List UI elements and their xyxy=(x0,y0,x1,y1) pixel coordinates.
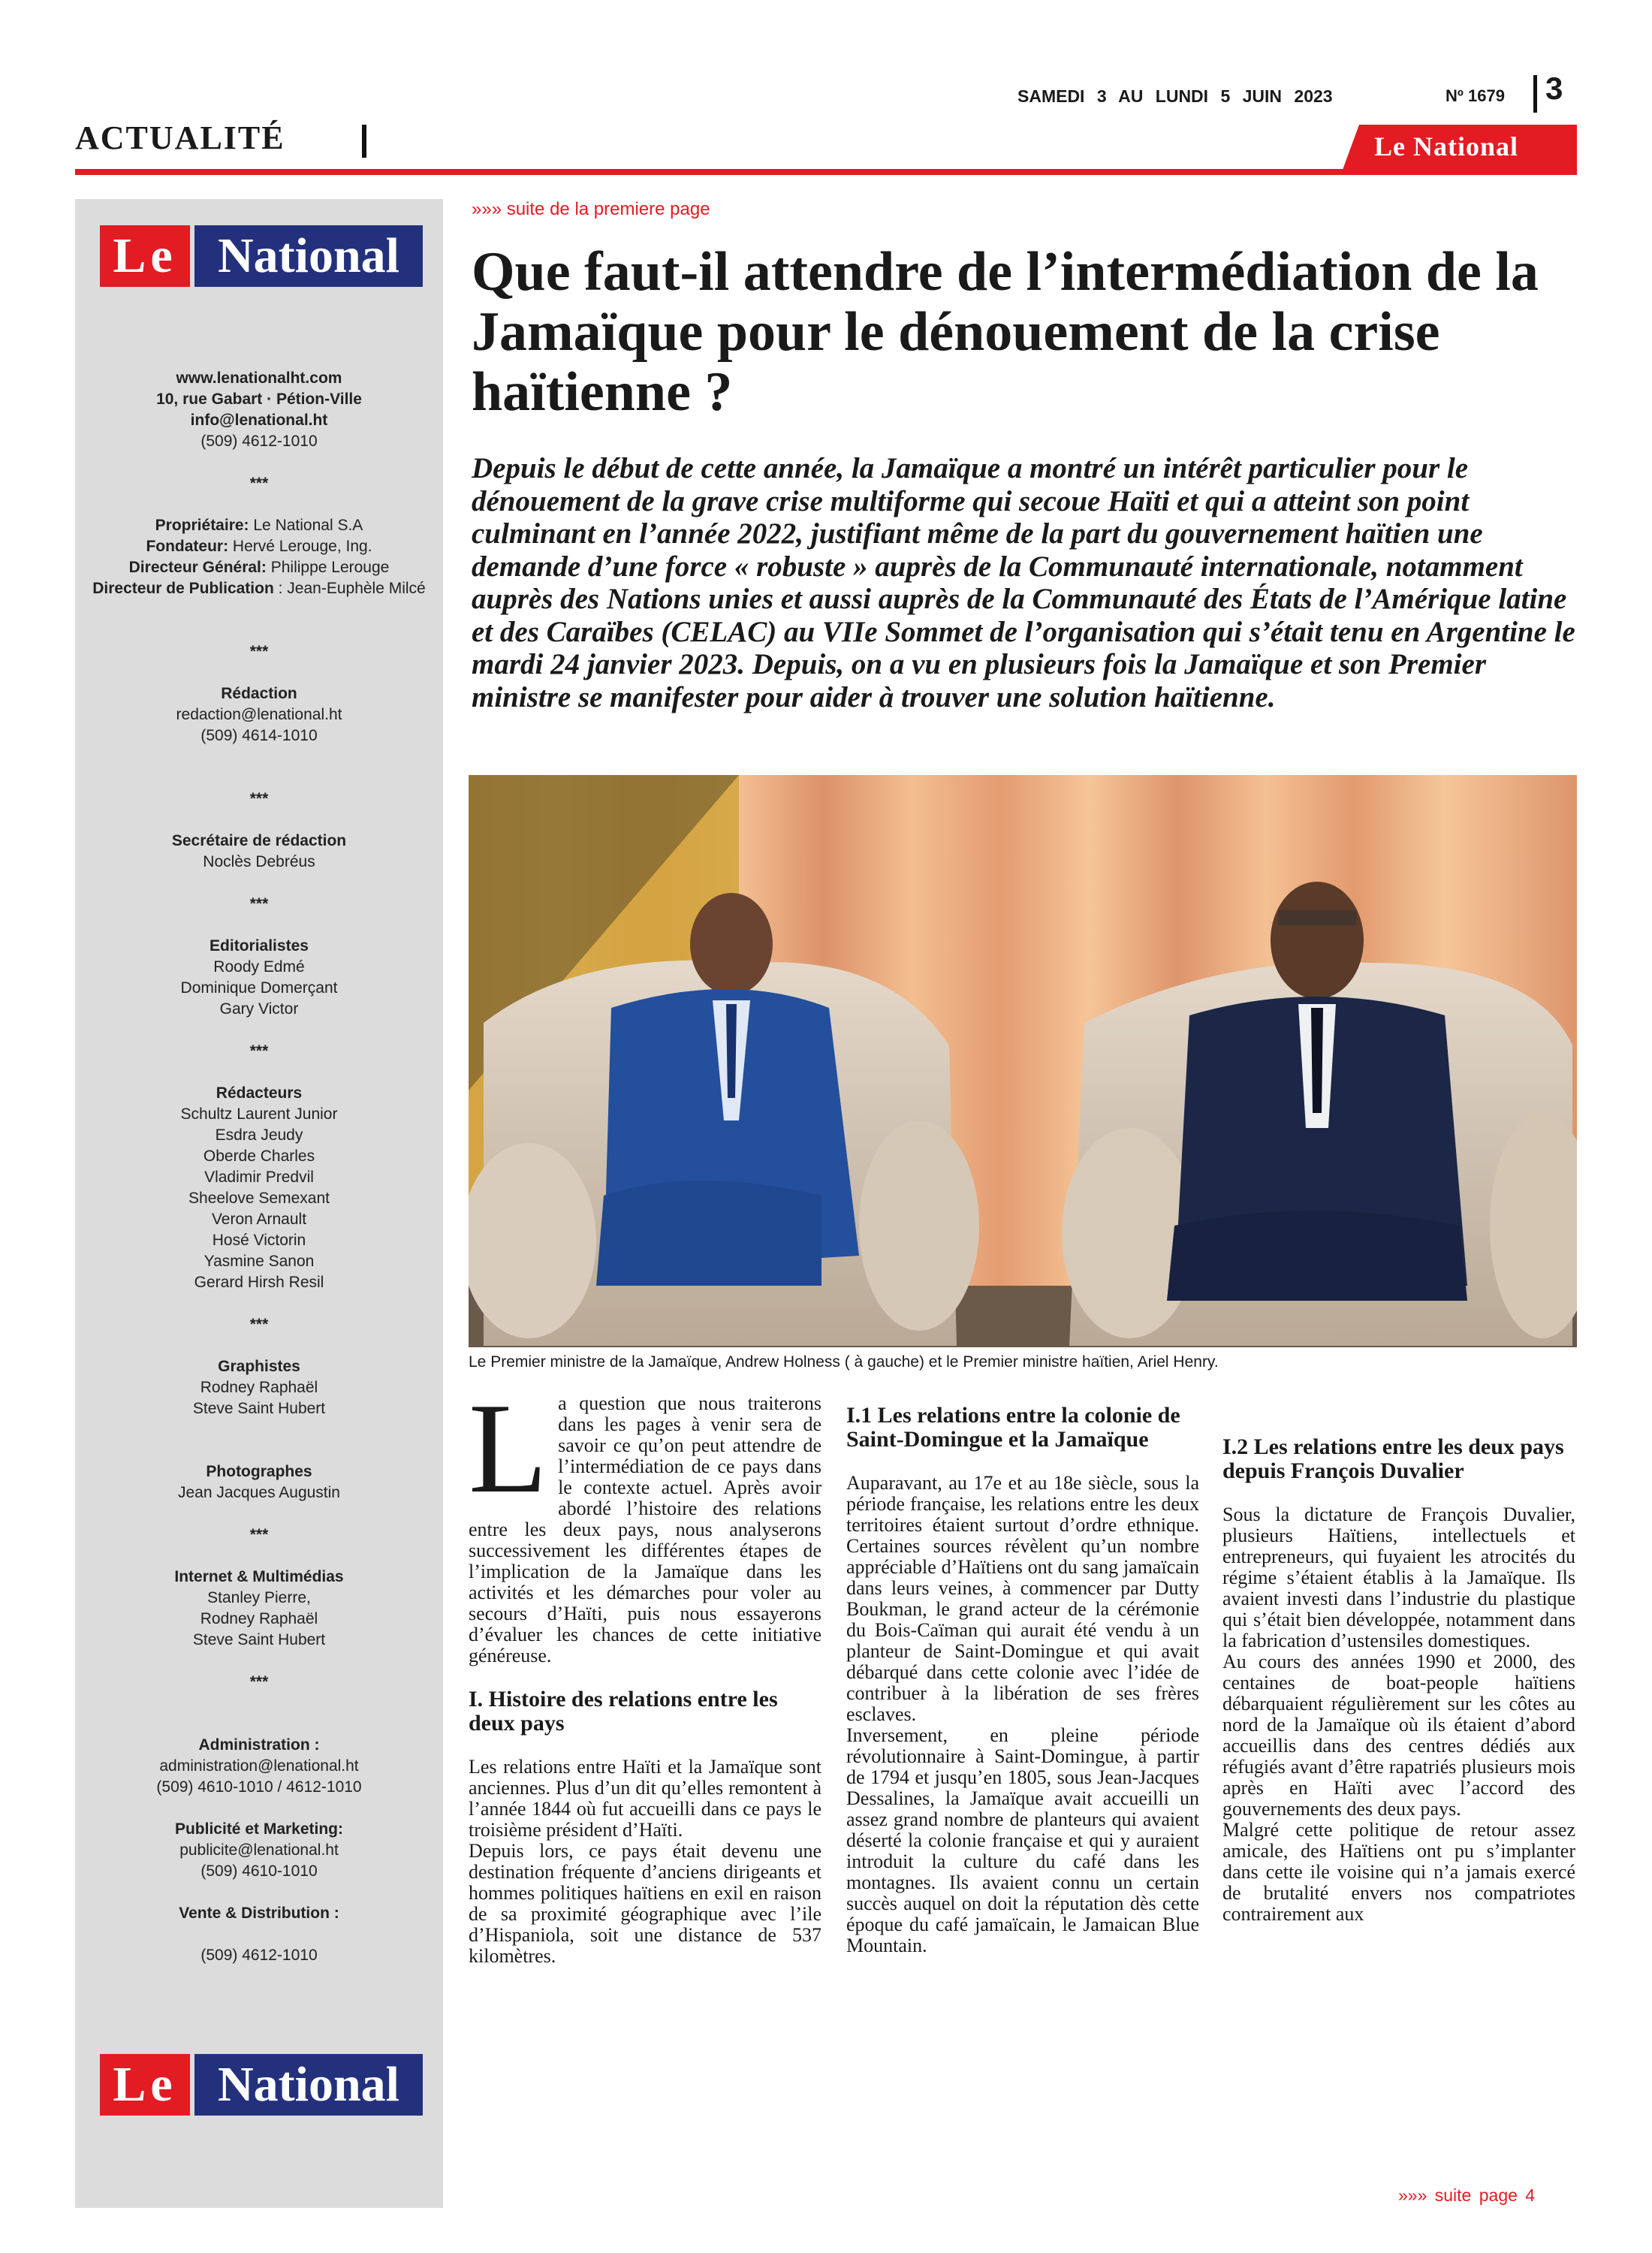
administration-title: Administration : xyxy=(198,1736,320,1754)
section-heading-1-1: I.1 Les relations entre la colonie de Saint-Domingue et la Jamaïque xyxy=(846,1403,1180,1452)
article-column-1 xyxy=(469,1377,821,1967)
internet-name: Rodney Raphaël xyxy=(200,1610,318,1627)
logo-national: National xyxy=(194,225,423,287)
page-number: 3 xyxy=(1545,71,1563,106)
editorialiste-name: Dominique Domerçant xyxy=(180,979,338,997)
separator-stars: *** xyxy=(249,1042,269,1060)
staff-owner: Propriétaire: Le National S.A xyxy=(155,517,363,534)
redacteur-name: Oberde Charles xyxy=(203,1148,315,1165)
redaction-title: Rédaction xyxy=(221,685,297,702)
separator-stars: *** xyxy=(249,790,269,807)
redaction-email[interactable]: redaction@lenational.ht xyxy=(176,706,342,723)
staff-publication-director: Directeur de Publication : Jean-Euphèle Milcé xyxy=(92,580,426,597)
paragraph: Inversement, en pleine période révolutionnaire à Saint-Domingue, à partir de 1794 et jusqu’en 1805, sous Jean-Jacques Dessalines, la Jamaïque avait accueilli un assez grand nombre de planteurs qui avaient déserté la colonie française et qui y auraient introduit la culture du café dans les montagnes. Ils avaient connu un certain succès auquel on doit la réputation dès cette époque du café jamaïcain, le Jamaican Blue Mountain. xyxy=(846,1724,1199,1956)
paragraph: Les relations entre Haïti et la Jamaïque sont anciennes. Plus d’un dit qu’elles remontent à l’année 1844 où fut accueilli dans ce pays le troisième président d’Haïti. xyxy=(469,1756,821,1841)
paragraph: Sous la dictature de François Duvalier, plusieurs Haïtiens, intellectuels et entrepreneurs, qui fuyaient les atrocités du régime s’étaient établis à la Jamaïque. Ils avaient investi dans l’industrie du plastique qui s’était bien développée, notamment dans la fabrication d’ustensiles domestiques. xyxy=(1222,1504,1575,1651)
section-label: ACTUALITÉ xyxy=(75,119,285,156)
section-heading-1-2: I.2 Les relations entre les deux pays depuis François Duvalier xyxy=(1222,1434,1564,1483)
separator-stars: *** xyxy=(249,895,269,912)
internet-title: Internet & Multimédias xyxy=(174,1568,344,1585)
issue-number: Nº 1679 xyxy=(1446,86,1505,105)
logo-le: Le xyxy=(100,2054,190,2116)
prime-ministers-photo xyxy=(469,775,1577,1347)
graphiste-name: Rodney Raphaël xyxy=(200,1379,318,1396)
editorialistes-title: Editorialistes xyxy=(210,937,309,955)
redaction-phone: (509) 4614-1010 xyxy=(200,727,318,744)
internet-name: Steve Saint Hubert xyxy=(192,1631,326,1648)
le-national-logo xyxy=(100,225,423,287)
graphiste-name: Steve Saint Hubert xyxy=(192,1400,326,1417)
logo-national: National xyxy=(194,2054,423,2116)
administration-email[interactable]: administration@lenational.ht xyxy=(159,1757,359,1775)
publicite-phone: (509) 4610-1010 xyxy=(200,1862,318,1880)
drop-cap: L xyxy=(469,1377,548,1520)
issue-date: SAMEDI 3 AU LUNDI 5 JUIN 2023 xyxy=(1017,86,1333,106)
photographe-name: Jean Jacques Augustin xyxy=(178,1484,340,1501)
article-photo xyxy=(469,775,1577,1347)
article-column-2 xyxy=(846,1393,1199,1956)
continued-from-kicker: »»» suite de la premiere page xyxy=(472,199,710,219)
article-lede: Depuis le début de cette année, la Jamaïque a montré un intérêt particulier pour le dénouement de la grave crise multiforme qui secoue Haïti et qui a atteint son point culminant en l’année 2022, justifiant même de la part du gouvernement haïtien une demande d’une force « robuste » auprès de la Communauté internationale, notamment auprès des Nations unies et aussi auprès de la Communauté des États de l’Amérique latine et des Caraïbes (CELAC) au VIIe Sommet de l’organisation qui s’était tenu en Argentine le mardi 24 janvier 2023. Depuis, on a vu en plusieurs fois la Jamaïque et son Premier ministre se manifester pour aider à trouver une solution haïtienne. xyxy=(472,452,1575,713)
redacteur-name: Vladimir Predvil xyxy=(204,1169,314,1186)
paragraph: Malgré cette politique de retour assez amicale, des Haïtiens ont pu s’implanter dans cette ile voisine qui n’a jamais exercé de brutalité envers nos compatriotes contrairement aux xyxy=(1222,1819,1575,1925)
paragraph: Au cours des années 1990 et 2000, des centaines de boat-people haïtiens débarquaient régulièrement sur les côtes au nord de la Jamaïque où ils étaient d’abord accueillis dans des centres dédiés aux réfugiés avant d’être rapatriés plusieurs mois après en Haïti avec l’accord des gouvernements des deux pays. xyxy=(1222,1651,1575,1820)
graphistes-title: Graphistes xyxy=(218,1358,300,1375)
redacteur-name: Schultz Laurent Junior xyxy=(180,1105,338,1123)
separator-stars: *** xyxy=(249,475,269,492)
header-rule xyxy=(75,169,1577,175)
paragraph: Auparavant, au 17e et au 18e siècle, sous la période française, les relations entre les deux territoires étaient surtout d’ordre ethnique. Certaines sources révèlent qu’un nombre appréciable d’Haïtiens ont du sang jamaïcain dans leurs veines, à commencer par Dutty Boukman, le grand acteur de la cérémonie du Bois-Caïman qui aurait été vendu à un planteur de Saint-Domingue et qui avait débarqué dans cette colonie avec l’idée de contribuer à la libération de ses frères esclaves. xyxy=(846,1472,1199,1725)
administration-phone: (509) 4610-1010 / 4612-1010 xyxy=(156,1778,362,1796)
separator-stars: *** xyxy=(249,1316,269,1333)
section-heading-1: I. Histoire des relations entre les deux pays xyxy=(469,1687,778,1736)
logo-le: Le xyxy=(100,225,190,287)
redacteur-name: Yasmine Sanon xyxy=(203,1253,315,1270)
publicite-title: Publicité et Marketing: xyxy=(174,1820,344,1838)
contact-email[interactable]: info@lenational.ht xyxy=(190,412,328,429)
continued-on-link[interactable]: »»» suite page 4 xyxy=(1398,2185,1536,2205)
contact-phone: (509) 4612-1010 xyxy=(200,433,318,450)
photographes-title: Photographes xyxy=(206,1463,312,1480)
staff-founder: Fondateur: Hervé Lerouge, Ing. xyxy=(146,538,372,555)
redacteurs-title: Rédacteurs xyxy=(216,1084,303,1102)
separator-stars: *** xyxy=(249,1526,269,1543)
internet-name: Stanley Pierre, xyxy=(207,1589,311,1606)
separator-stars: *** xyxy=(249,643,269,660)
brand-tab-label: Le National xyxy=(1374,131,1519,161)
secretaire-name: Noclès Debréus xyxy=(203,853,315,870)
publicite-email[interactable]: publicite@lenational.ht xyxy=(179,1841,339,1859)
separator-stars: *** xyxy=(249,1673,269,1691)
contact-website[interactable]: www.lenationalht.com xyxy=(176,369,342,387)
redacteur-name: Veron Arnault xyxy=(211,1211,307,1228)
editorialiste-name: Gary Victor xyxy=(219,1000,299,1018)
photo-caption: Le Premier ministre de la Jamaïque, Andrew Holness ( à gauche) et le Premier ministre haïtien, Ariel Henry. xyxy=(469,1353,1219,1371)
contact-address: 10, rue Gabart · Pétion-Ville xyxy=(156,391,362,408)
redacteur-name: Gerard Hirsh Resil xyxy=(194,1274,324,1291)
editorialiste-name: Roody Edmé xyxy=(213,958,305,976)
redacteur-name: Sheelove Semexant xyxy=(188,1190,330,1207)
paragraph: Depuis lors, ce pays était devenu une destination fréquente d’anciens dirigeants et hommes politiques haïtiens en exil en raison de sa proximité géographique avec l’ile d’Hispaniola, soit une distance de 537 kilomètres. xyxy=(469,1840,821,1967)
staff-director: Directeur Général: Philippe Lerouge xyxy=(128,559,390,576)
redacteur-name: Hosé Victorin xyxy=(212,1232,306,1249)
vente-phone: (509) 4612-1010 xyxy=(200,1947,318,1964)
masthead-text xyxy=(75,368,443,1966)
article-column-3 xyxy=(1222,1393,1575,1925)
secretaire-title: Secrétaire de rédaction xyxy=(171,832,347,849)
intro-paragraph: La question que nous traiterons dans les pages à venir sera de savoir ce qu’on peut attendre de l’intermédiation de ce pays dans le contexte actuel. Après avoir abordé l’histoire des relations entre les deux pays, nous analyserons successivement les différentes étapes de l’implication de la Jamaïque dans les activités et les démarches pour voler au secours d’Haïti, puis nous essayerons d’évaluer les chances de cette initiative généreuse. xyxy=(469,1377,821,1666)
page-number-divider xyxy=(1533,75,1537,113)
vente-title: Vente & Distribution : xyxy=(179,1905,339,1922)
redacteur-name: Esdra Jeudy xyxy=(215,1126,303,1144)
section-divider xyxy=(362,125,366,158)
le-national-logo-bottom xyxy=(100,2054,423,2116)
article-headline: Que faut-il attendre de l’intermédiation de la Jamaïque pour le dénouement de la crise haïtienne ? xyxy=(472,241,1539,423)
